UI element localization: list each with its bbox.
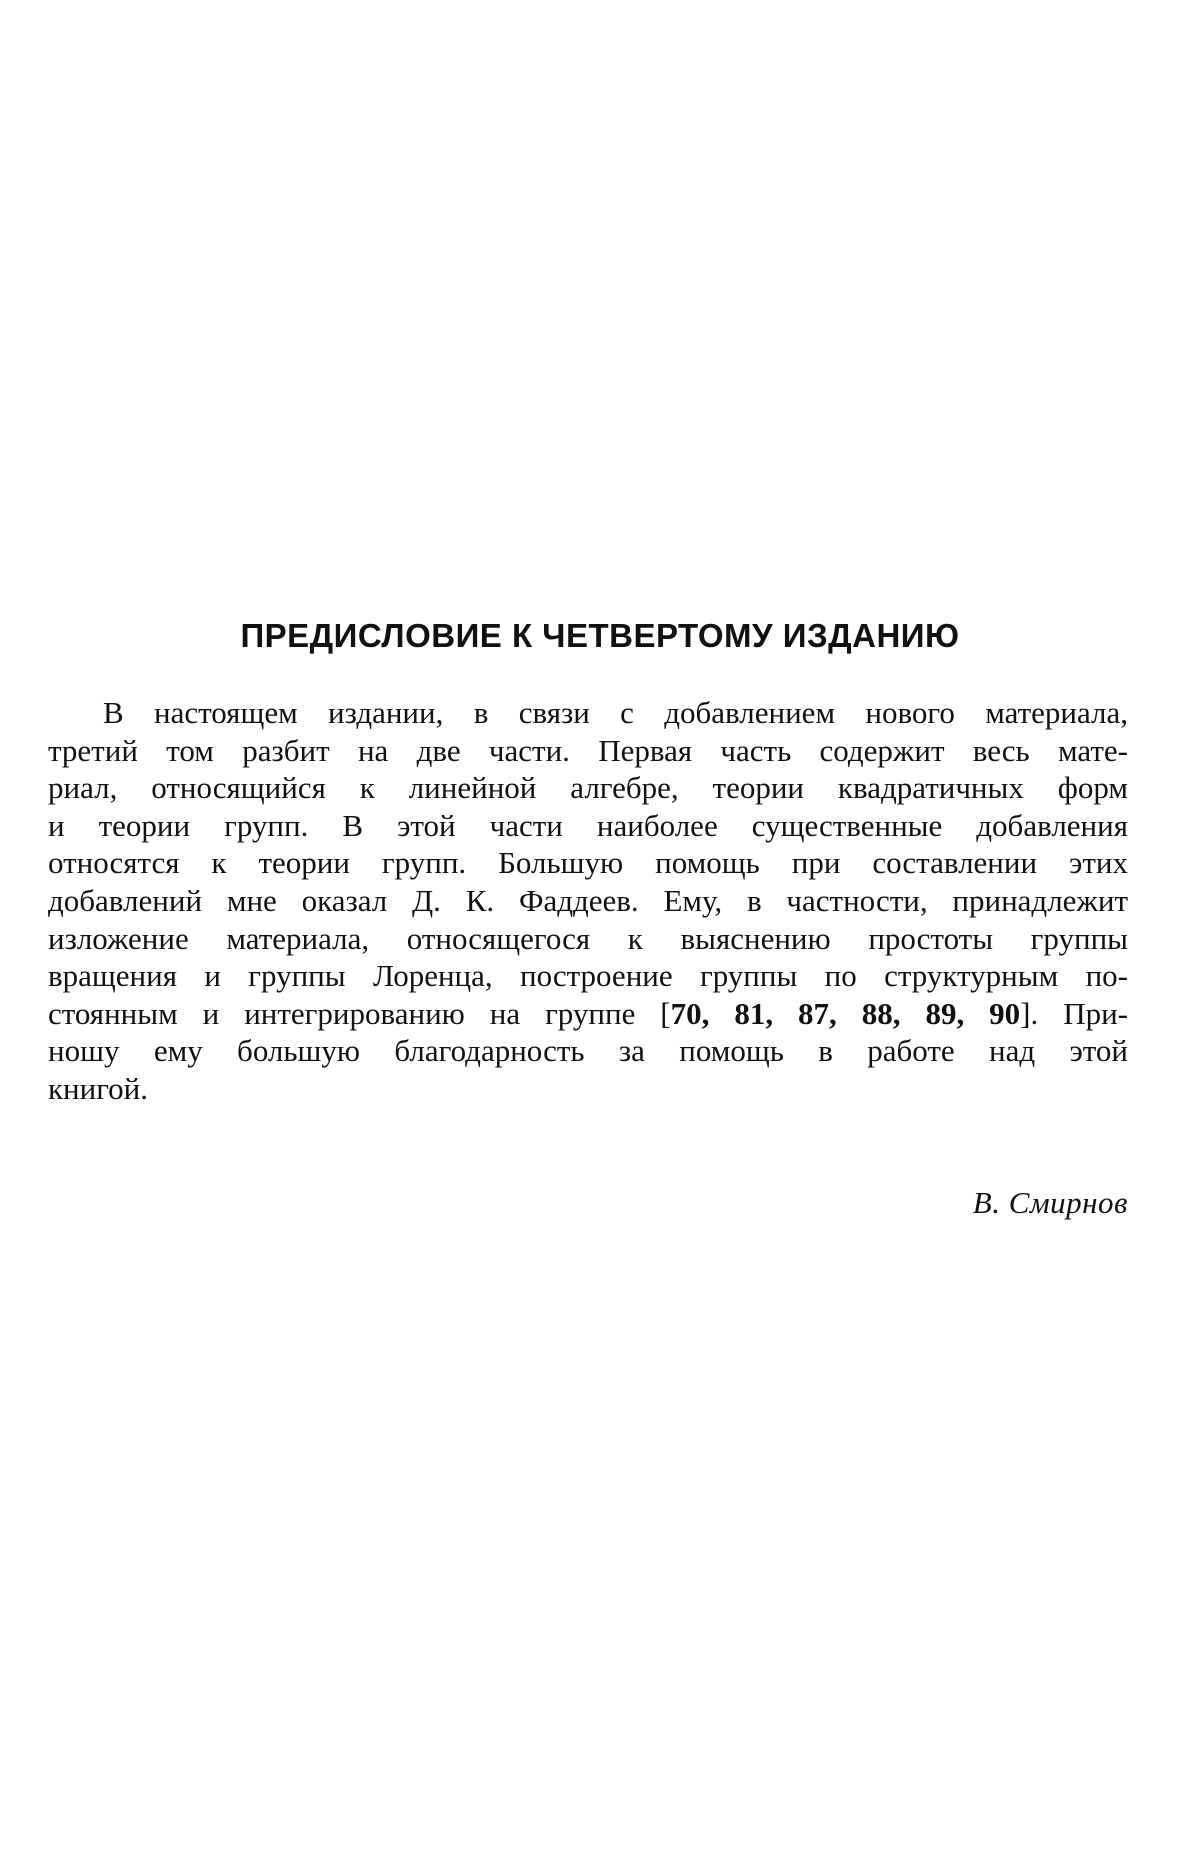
text-line: риал, относящийся к линейной алгебре, теории квадратичных форм <box>48 770 1128 806</box>
text-line: изложение материала, относящегося к выяснению простоты группы <box>48 920 1128 956</box>
text-line: и теории групп. В этой части наиболее существенные добавления <box>48 807 1128 843</box>
author-signature: В. Смирнов <box>972 1185 1128 1220</box>
text-line: добавлений мне оказал Д. К. Фаддеев. Ему, в частности, принадлежит <box>48 882 1128 918</box>
text-line: относятся к теории групп. Большую помощь при составлении этих <box>48 845 1128 881</box>
text-line: В настоящем издании, в связи с добавлением нового материала, <box>103 695 1128 730</box>
text-line-with-references <box>48 995 1128 1033</box>
text-line: книгой. <box>48 1070 149 1106</box>
text-fragment: ]. При- <box>1020 995 1129 1031</box>
text-line: вращения и группы Лоренца, построение группы по структурным по- <box>48 958 1128 994</box>
text-line: третий том разбит на две части. Первая часть содержит весь мате- <box>48 732 1128 768</box>
preface-body <box>48 694 1128 1108</box>
reference-numbers: 70, 81, 87, 88, 89, 90 <box>670 995 1021 1031</box>
text-line: ношу ему большую благодарность за помощь в работе над этой <box>48 1033 1128 1069</box>
page-title: ПРЕДИСЛОВИЕ К ЧЕТВЕРТОМУ ИЗДАНИЮ <box>240 617 960 654</box>
text-fragment: стоянным и интегрированию на группе [ <box>48 995 671 1031</box>
